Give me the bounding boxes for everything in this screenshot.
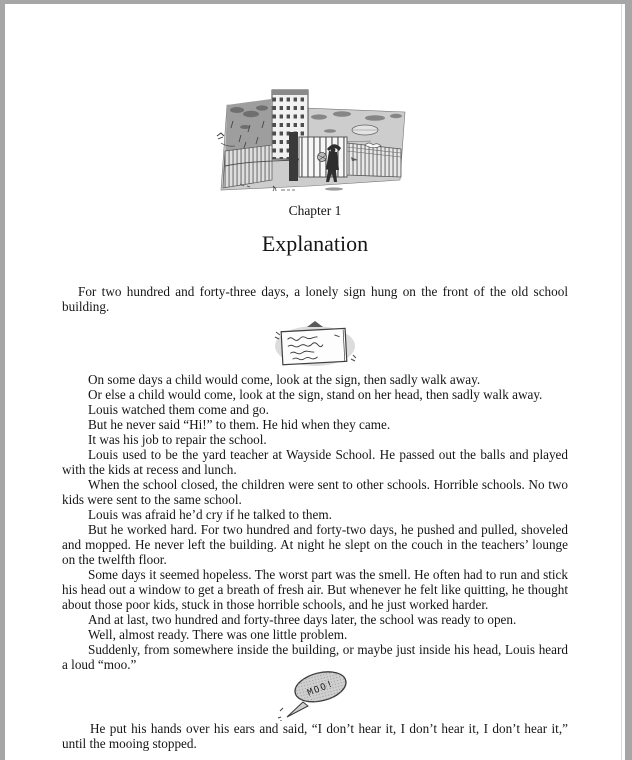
paragraph: Louis was afraid he’d cry if he talked to them. bbox=[88, 507, 332, 522]
paragraph: Well, almost ready. There was one little problem. bbox=[88, 627, 348, 642]
paragraph: But he never said “Hi!” to them. He hid when they came. bbox=[88, 417, 391, 432]
paragraph: It was his job to repair the school. bbox=[88, 432, 267, 447]
bubble-tail bbox=[287, 702, 308, 717]
scan-edge-line bbox=[621, 4, 622, 760]
chapter-title: Explanation bbox=[261, 231, 369, 256]
paragraph: For two hundred and forty-three days, a lonely sign hung on the front of the old school building. bbox=[62, 284, 568, 314]
paragraph: Suddenly, from somewhere inside the building, or maybe just inside his head, Louis heard a loud “moo.” bbox=[62, 642, 568, 672]
school-scene-illustration bbox=[213, 87, 417, 200]
moo-bubble-illustration bbox=[275, 669, 355, 721]
paragraph: When the school closed, the children were sent to other schools. Horrible schools. No two kids were sent to the same school. bbox=[62, 477, 568, 507]
nail-hanger bbox=[307, 321, 323, 327]
left-fence bbox=[223, 145, 272, 188]
paragraph: Or else a child would come, look at the sign, stand on her head, then sadly walk away. bbox=[88, 387, 543, 402]
chapter-number: Chapter 1 bbox=[288, 203, 342, 218]
bubble-ticks bbox=[278, 708, 283, 721]
paragraph: On some days a child would come, look at the sign, then sadly walk away. bbox=[88, 372, 481, 387]
paragraph: Louis used to be the yard teacher at Wayside School. He passed out the balls and played with the kids at recess and lunch. bbox=[62, 447, 568, 477]
paragraph: But he worked hard. For two hundred and forty-two days, he pushed and pulled, shoveled and mopped. He never left the building. At night he slept on the couch in the teachers’ lounge on the twelfth floor. bbox=[62, 522, 568, 567]
gate-post bbox=[289, 132, 298, 181]
moo-text: MOO! bbox=[306, 678, 336, 699]
gate bbox=[299, 137, 347, 177]
body-text bbox=[62, 284, 568, 751]
paragraph: Some days it seemed hopeless. The worst part was the smell. He often had to run and stick his head out a window to get a breath of fresh air. But whenever he felt like quitting, he thought about those poor kids, stuck in those horrible schools, and he just worked harder. bbox=[62, 567, 568, 612]
paragraph: And at last, two hundred and forty-three days later, the school was ready to open. bbox=[88, 612, 517, 627]
paragraph: He put his hands over his ears and said, “I don’t hear it, I don’t hear it, I don’t hear it,” until the mooing stopped. bbox=[62, 721, 568, 751]
sign-illustration bbox=[269, 319, 361, 369]
paragraph: Louis watched them come and go. bbox=[88, 402, 269, 417]
